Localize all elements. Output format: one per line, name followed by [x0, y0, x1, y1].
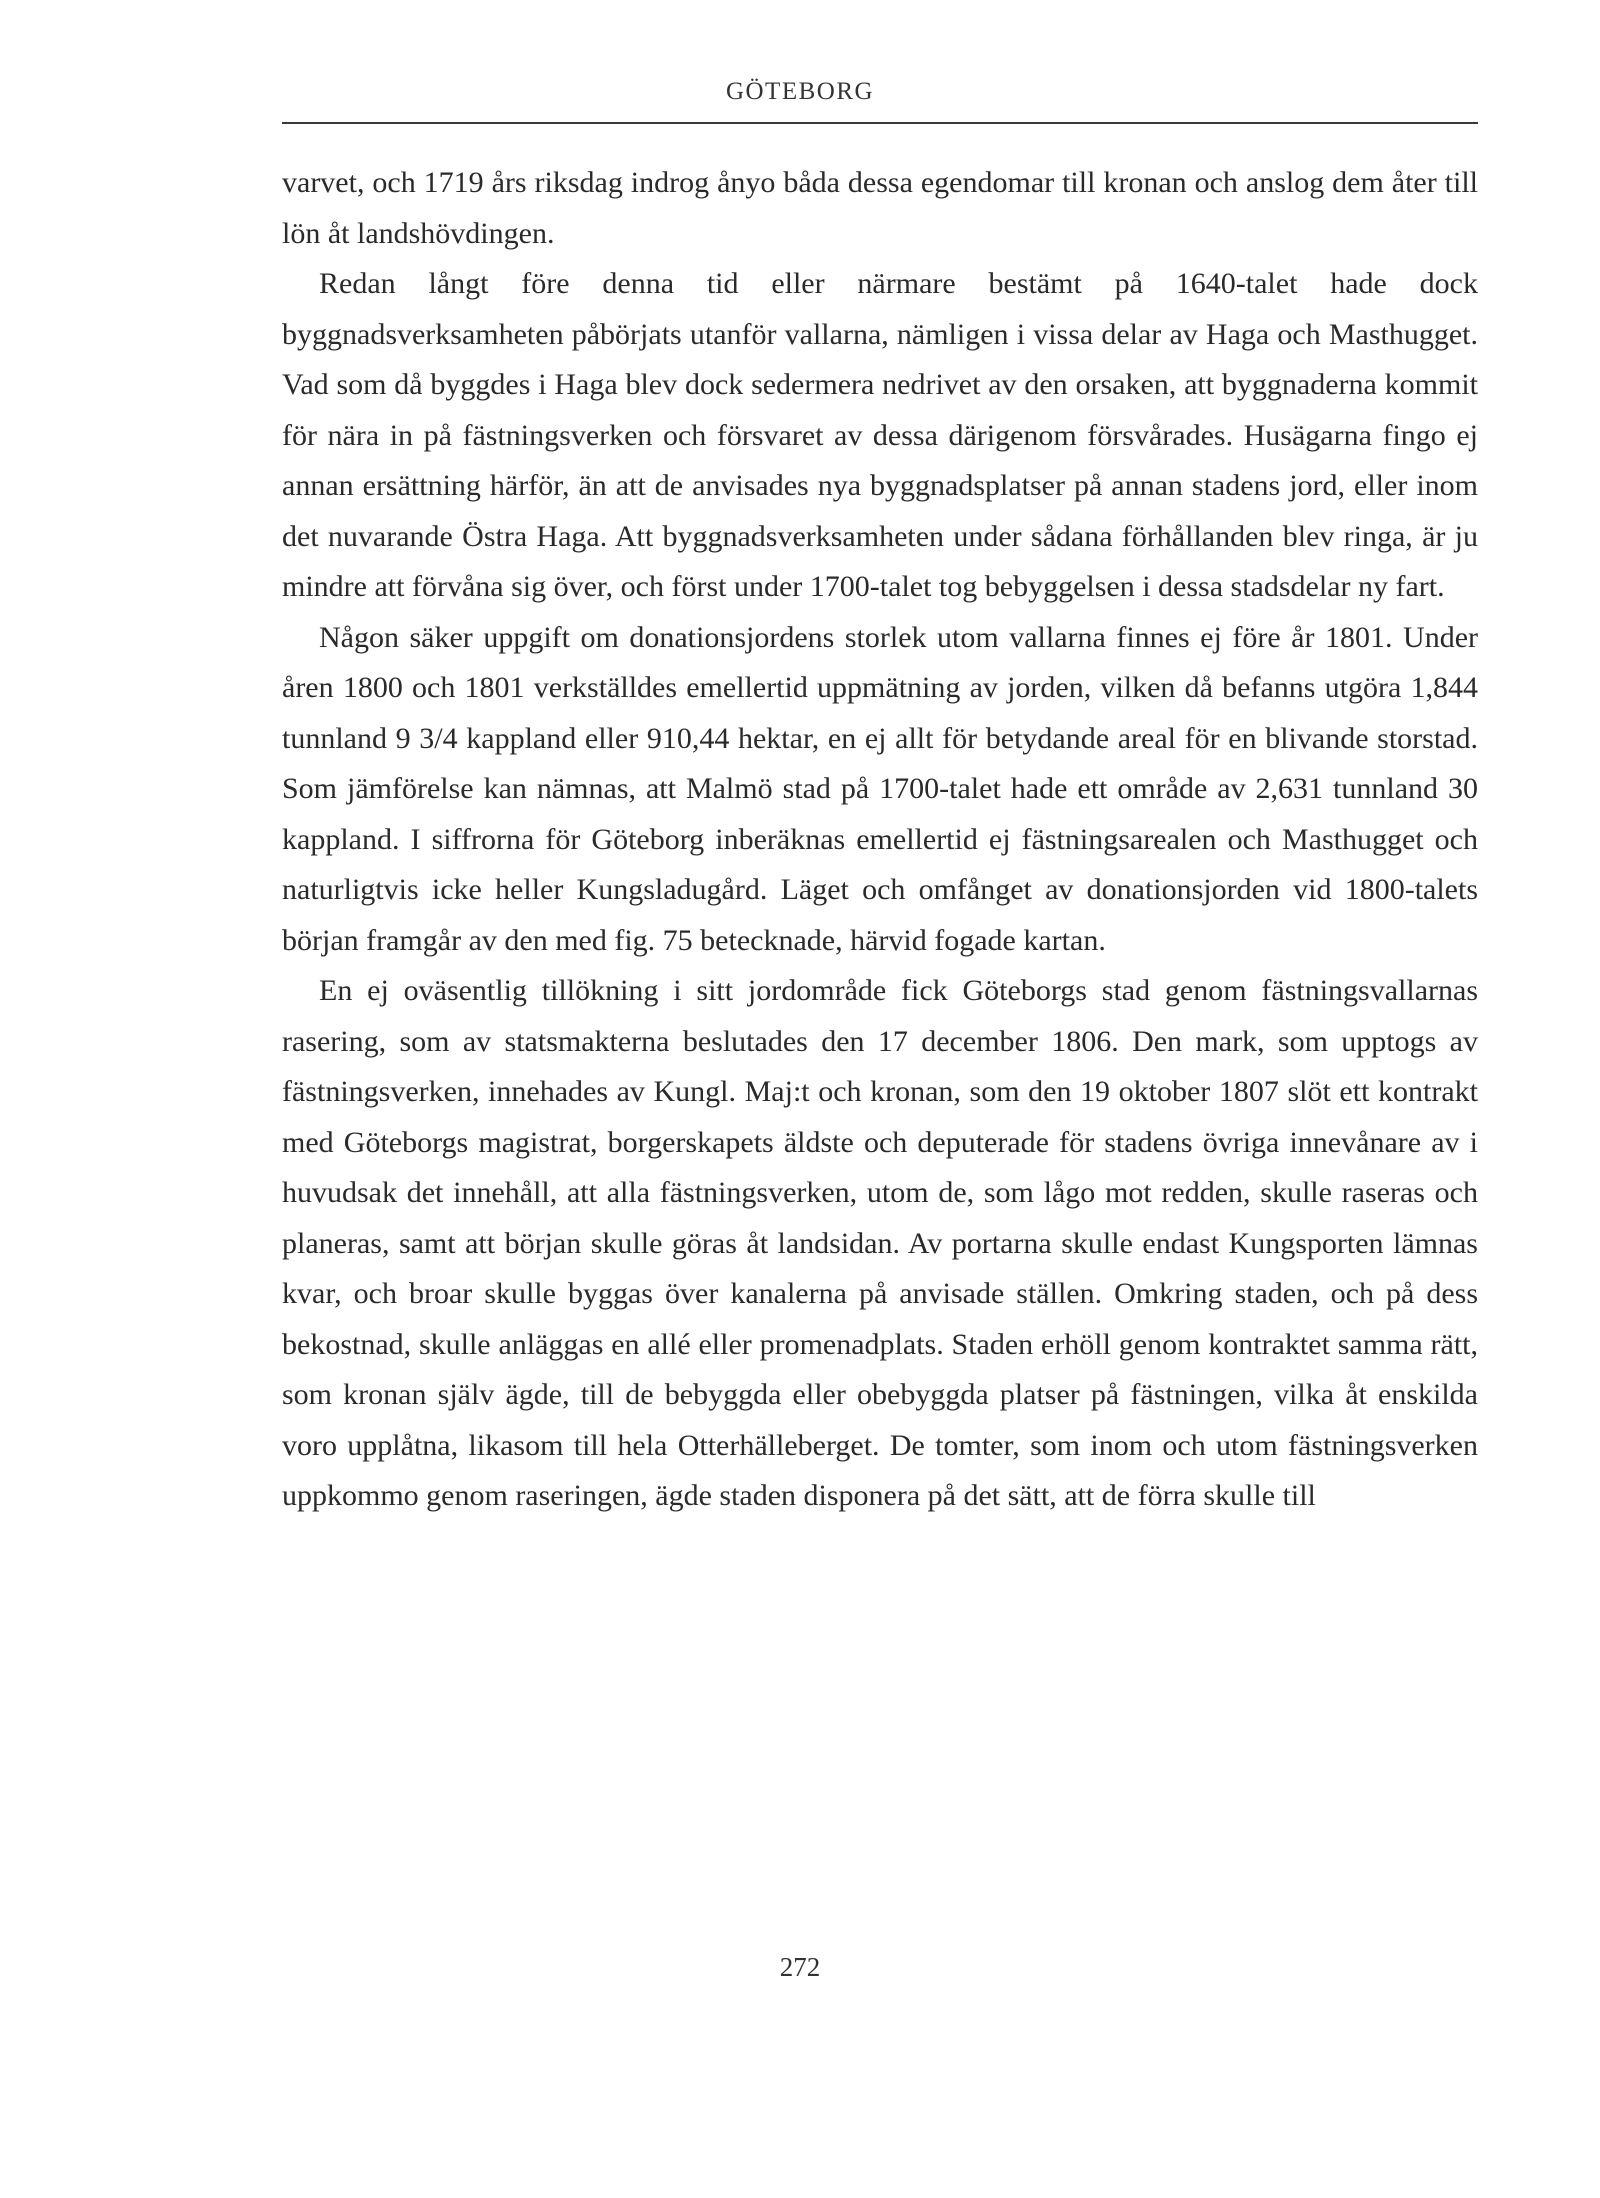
header-rule	[282, 122, 1478, 124]
paragraph: En ej oväsentlig tillökning i sitt jordområde fick Göteborgs stad genom fästningsvallarnas rasering, som av statsmakterna beslutades den 17 december 1806. Den mark, som upptogs av fästningsverken, innehades av Kungl. Maj:t och kronan, som den 19 oktober 1807 slöt ett kontrakt med Göteborgs magistrat, borgerskapets äldste och deputerade för stadens övriga innevånare av i huvudsak det innehåll, att alla fästningsverken, utom de, som lågo mot redden, skulle raseras och planeras, samt att början skulle göras åt landsidan. Av portarna skulle endast Kungsporten lämnas kvar, och broar skulle byggas över kanalerna på anvisade ställen. Omkring staden, och på dess bekostnad, skulle anläggas en allé eller promenadplats. Staden erhöll genom kontraktet samma rätt, som kronan själv ägde, till de bebyggda eller obebyggda platser på fästningen, vilka åt enskilda voro upplåtna, likasom till hela Otterhälleberget. De tomter, som inom och utom fästningsverken uppkommo genom raseringen, ägde staden disponera på det sätt, att de förra skulle till	[282, 974, 1478, 1512]
running-title: GÖTEBORG	[725, 78, 875, 105]
paragraph: Redan långt före denna tid eller närmare bestämt på 1640-talet hade dock byggnadsverksamheten påbörjats utanför vallarna, nämligen i vissa delar av Haga och Masthugget. Vad som då byggdes i Haga blev dock sedermera nedrivet av den orsaken, att byggnaderna kommit för nära in på fästningsverken och försvaret av dessa därigenom försvårades. Husägarna fingo ej annan ersättning härför, än att de anvisades nya byggnadsplatser på annan stadens jord, eller inom det nuvarande Östra Haga. Att byggnadsverksamheten under sådana förhållanden blev ringa, är ju mindre att förvåna sig över, och först under 1700-talet tog bebyggelsen i dessa stadsdelar ny fart.	[282, 267, 1478, 603]
page-number: 272	[779, 1952, 821, 1982]
paragraph-continued: varvet, och 1719 års riksdag indrog ånyo båda dessa egendomar till kronan och anslog dem åter till lön åt landshövdingen.	[282, 166, 1478, 250]
body-text	[282, 158, 1478, 1522]
paragraph: Någon säker uppgift om donationsjordens storlek utom vallarna finnes ej före år 1801. Under åren 1800 och 1801 verkställdes emellertid uppmätning av jorden, vilken då befanns utgöra 1,844 tunnland 9 3/4 kappland eller 910,44 hektar, en ej allt för betydande areal för en blivande storstad. Som jämförelse kan nämnas, att Malmö stad på 1700-talet hade ett område av 2,631 tunnland 30 kappland. I siffrorna för Göteborg inberäknas emellertid ej fästningsarealen och Masthugget och naturligtvis icke heller Kungsladugård. Läget och omfånget av donationsjorden vid 1800-talets början framgår av den med fig. 75 betecknade, härvid fogade kartan.	[282, 620, 1478, 957]
